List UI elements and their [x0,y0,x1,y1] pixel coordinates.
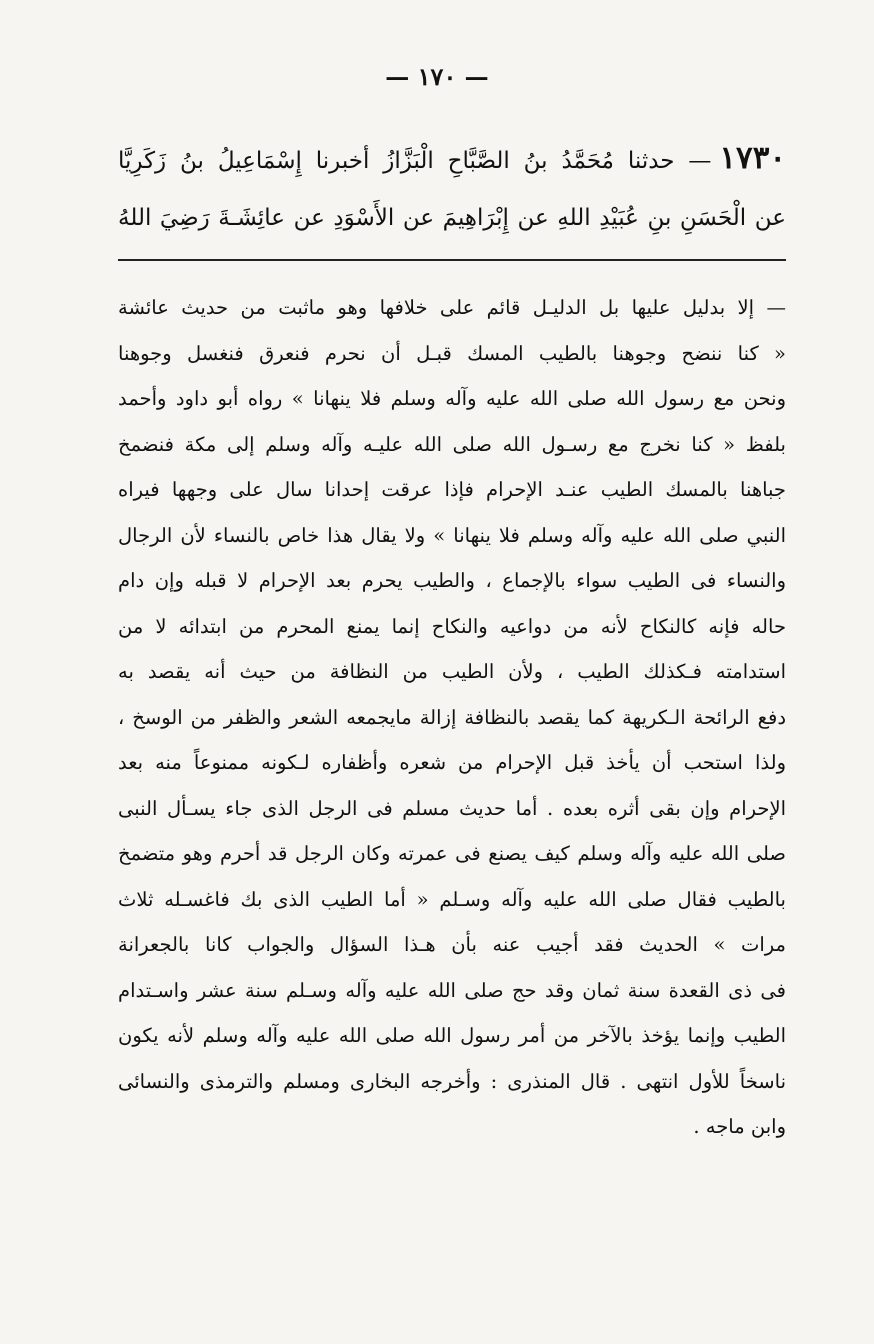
commentary-line: جباهنا بالمسك الطيب عنـد الإحرام فإذا عرقت إحدانا سال على وجهها فيراه [118,478,786,501]
commentary-line: الطيب وإنما يؤخذ بالآخر من أمر رسول الله صلى الله عليه وآله وسلم لأنه يكون [118,1024,786,1047]
commentary-line: فى ذى القعدة سنة ثمان وقد حج صلى الله عليه وآله وسـلم سنة عشر واسـتدام [118,978,786,1002]
commentary-line: ولذا استحب أن يأخذ قبل الإحرام من شعره وأظفاره لـكونه ممنوعاً منه بعد [118,751,786,774]
commentary-line: ونحن مع رسول الله صلى الله عليه وآله وسلم فلا ينهانا » رواه أبو داود وأحمد [118,387,786,410]
commentary-line: بلفظ « كنا نخرج مع رسـول الله صلى الله عليـه وآله وسلم إلى مكة فنضمخ [118,432,786,456]
commentary-line: الإحرام وإن بقى أثره بعده . أما حديث مسلم فى الرجل الذى جاء يسـأل النبى [118,796,786,820]
hadith-text [118,128,786,248]
hadith-line-1: ١٧٣٠— حدثنا مُحَمَّدُ بنُ الصَّبَّاحِ الْبَزَّازُ أخبرنا إِسْمَاعِيلُ بنُ زَكَرِيَّا [118,140,786,176]
commentary-text [118,285,786,1150]
page-number: — ١٧٠ — [385,62,489,91]
commentary-line: وابن ماجه . [693,1115,786,1138]
commentary-line: بالطيب فقال صلى الله عليه وآله وسـلم « أما الطيب الذى بك فاغسـله ثلاث [118,887,786,911]
commentary-line: مرات » الحديث فقد أجيب عنه بأن هـذا السؤال والجواب كانا بالجعرانة [118,933,786,956]
commentary-line: حاله فإنه كالنكاح لأنه من دواعيه والنكاح إنما يمنع المحرم من ابتدائه لا من [118,614,786,638]
commentary-line: ناسخاً للأول انتهى . قال المنذرى : وأخرجه البخارى ومسلم والترمذى والنسائى [118,1069,786,1093]
hadith-line-2: عن الْحَسَنِ بنِ عُبَيْدِ اللهِ عن إِبْرَاهِيمَ عن الأَسْوَدِ عن عائِشَـةَ رَضِيَ اللهُ [118,205,786,231]
commentary-line: استدامته فـكذلك الطيب ، ولأن الطيب من النظافة من حيث أنه يقصد به [118,660,786,683]
section-divider [118,259,786,261]
commentary-line: — إلا بدليل عليها بل الدليـل قائم على خلافها وهو ماثبت من حديث عائشة [118,296,786,319]
commentary-line: والنساء فى الطيب سواء بالإجماع ، والطيب يحرم بعد الإحرام لا قبله وإن دام [118,569,786,592]
commentary-line: « كنا ننضح وجوهنا بالطيب المسك قبـل أن نحرم فنعرق فنغسل وجوهنا [118,341,786,365]
commentary-line: دفع الرائحة الـكريهة كما يقصد بالنظافة إزالة مايجمعه الشعر والظفر من الوسخ ، [118,705,786,729]
commentary-line: النبي صلى الله عليه وآله وسلم فلا ينهانا » ولا يقال هذا خاص بالنساء لأن الرجال [118,523,786,547]
hadith-number: ١٧٣٠ [719,140,786,176]
commentary-line: صلى الله عليه وآله وسلم كيف يصنع فى عمرته وكان الرجل قد أحرم وهو متضمخ [118,842,786,865]
